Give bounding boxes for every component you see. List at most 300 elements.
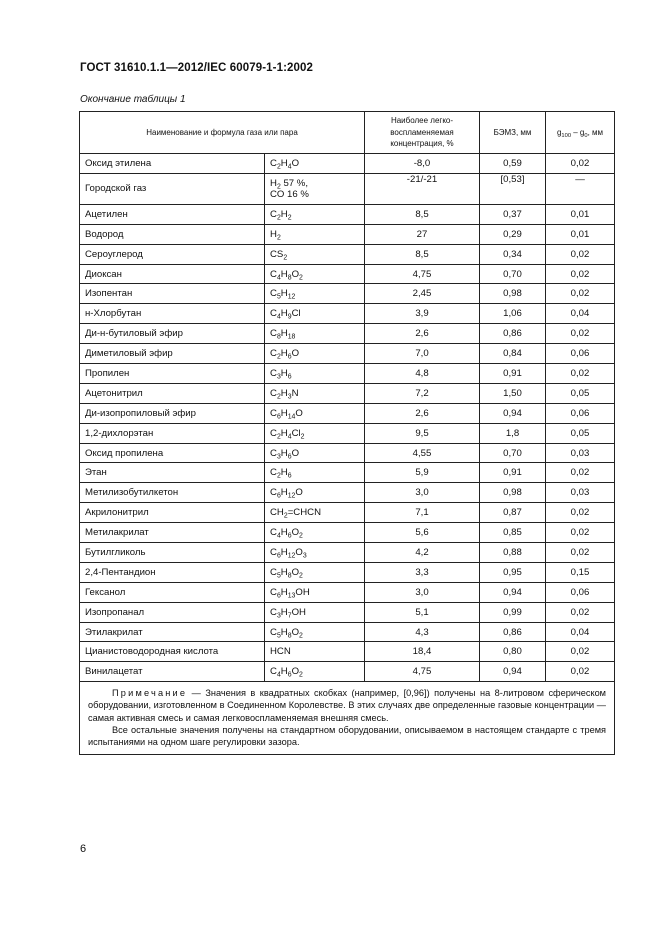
header-concentration-line3: концентрация, % bbox=[390, 139, 454, 149]
gas-formula-cell bbox=[265, 602, 365, 622]
gas-name-cell: Акрилонитрил bbox=[80, 503, 265, 523]
bemz-cell: 0,94 bbox=[480, 662, 546, 682]
formula-subscript: 8 bbox=[287, 631, 292, 639]
formula-part: C bbox=[270, 348, 277, 360]
gas-formula-cell bbox=[265, 244, 365, 264]
formula-subscript: 6 bbox=[287, 452, 292, 460]
gas-name-cell: Городской газ bbox=[80, 173, 265, 204]
formula-part: CH bbox=[270, 507, 284, 519]
header-g-diff-part: , мм bbox=[587, 127, 604, 137]
formula-subscript: 6 bbox=[276, 552, 281, 560]
bemz-cell: 0,88 bbox=[480, 543, 546, 563]
note-row bbox=[80, 682, 615, 755]
formula-part: O bbox=[291, 527, 300, 539]
g-diff-cell: 0,02 bbox=[546, 543, 615, 563]
gas-formula-cell bbox=[265, 423, 365, 443]
concentration-cell: -8,0 bbox=[365, 154, 480, 174]
header-g-diff bbox=[546, 112, 615, 154]
table-row bbox=[80, 642, 615, 662]
gas-name-cell: Оксид этилена bbox=[80, 154, 265, 174]
formula-part: H bbox=[280, 527, 288, 539]
g-diff-cell: 0,05 bbox=[546, 383, 615, 403]
bemz-cell: 0,98 bbox=[480, 483, 546, 503]
formula-part: O bbox=[291, 348, 300, 360]
gas-name-cell: Изопентан bbox=[80, 284, 265, 304]
formula-part: H bbox=[280, 157, 288, 169]
gas-name-cell: Этан bbox=[80, 463, 265, 483]
formula-part: H bbox=[280, 467, 288, 479]
g-diff-cell: 0,01 bbox=[546, 204, 615, 224]
formula-subscript: 2 bbox=[283, 512, 288, 520]
gas-formula-cell bbox=[265, 364, 365, 384]
bemz-cell: 0,37 bbox=[480, 204, 546, 224]
formula-subscript: 4 bbox=[276, 532, 281, 540]
gas-formula-cell bbox=[265, 403, 365, 423]
formula-subscript: 8 bbox=[276, 333, 281, 341]
formula-part: H bbox=[280, 586, 288, 598]
g-diff-cell: 0,01 bbox=[546, 224, 615, 244]
note-text-1: — Значения в квадратных скобках (например, [0,96]) получены на 8-литровом сферическом оборудовании, изготовленном в Соединенном Королевстве. В этих случаях две определенные газовые концентрации — самая активная смесь и самая легковоспламеняемая внешняя смесь. bbox=[88, 688, 606, 723]
formula-subscript: 2 bbox=[299, 631, 303, 639]
header-name-formula: Наименование и формула газа или пара bbox=[80, 112, 365, 154]
table-row bbox=[80, 503, 615, 523]
gas-name-cell: Сероуглерод bbox=[80, 244, 265, 264]
table-row bbox=[80, 264, 615, 284]
gas-name-cell: Метилакрилат bbox=[80, 523, 265, 543]
bemz-cell: 0,86 bbox=[480, 324, 546, 344]
formula-part: =CHCN bbox=[287, 507, 322, 519]
formula-subscript: 2 bbox=[276, 163, 281, 171]
bemz-cell: 0,87 bbox=[480, 503, 546, 523]
formula-subscript: 6 bbox=[287, 353, 292, 361]
formula-part: H bbox=[270, 177, 277, 189]
formula-part: C bbox=[270, 447, 277, 459]
formula-part: H bbox=[280, 566, 288, 578]
gas-name-cell: Диметиловый эфир bbox=[80, 344, 265, 364]
formula-subscript: 6 bbox=[287, 373, 292, 381]
formula-subscript: 3 bbox=[276, 373, 281, 381]
formula-subscript: 6 bbox=[287, 532, 292, 540]
table-row bbox=[80, 324, 615, 344]
bemz-cell: 0,98 bbox=[480, 284, 546, 304]
formula-part: C bbox=[270, 566, 277, 578]
gas-formula-cell bbox=[265, 503, 365, 523]
formula-part: C bbox=[270, 288, 277, 300]
formula-subscript: 8 bbox=[287, 572, 292, 580]
formula-part: H bbox=[280, 666, 288, 678]
formula-part: O bbox=[291, 566, 300, 578]
g-diff-cell: 0,02 bbox=[546, 244, 615, 264]
g-diff-cell: 0,02 bbox=[546, 662, 615, 682]
formula-subscript: 2 bbox=[276, 353, 281, 361]
concentration-cell: 7,0 bbox=[365, 344, 480, 364]
concentration-cell: 2,45 bbox=[365, 284, 480, 304]
concentration-cell: 4,75 bbox=[365, 264, 480, 284]
bemz-cell: 0,94 bbox=[480, 582, 546, 602]
formula-part: C bbox=[270, 387, 277, 399]
concentration-cell: 8,5 bbox=[365, 244, 480, 264]
bemz-cell: 0,70 bbox=[480, 264, 546, 284]
gas-formula-cell bbox=[265, 264, 365, 284]
g-diff-cell: — bbox=[546, 173, 615, 204]
gas-formula-cell bbox=[265, 463, 365, 483]
bemz-cell: 1,06 bbox=[480, 304, 546, 324]
header-concentration-line2: воспламеняемая bbox=[390, 127, 454, 137]
concentration-cell: 7,1 bbox=[365, 503, 480, 523]
concentration-cell: 9,5 bbox=[365, 423, 480, 443]
g-diff-cell: 0,02 bbox=[546, 463, 615, 483]
bemz-cell: 1,8 bbox=[480, 423, 546, 443]
formula-part: Cl bbox=[291, 308, 301, 320]
formula-part: O bbox=[291, 447, 300, 459]
formula-part: C bbox=[270, 626, 277, 638]
formula-subscript: 4 bbox=[276, 313, 281, 321]
g-diff-cell: 0,03 bbox=[546, 443, 615, 463]
document-header: ГОСТ 31610.1.1—2012/IEC 60079-1-1:2002 bbox=[80, 62, 313, 74]
formula-part: C bbox=[270, 407, 277, 419]
concentration-cell: 8,5 bbox=[365, 204, 480, 224]
formula-subscript: 5 bbox=[276, 293, 281, 301]
formula-part: C bbox=[270, 427, 277, 439]
table-row bbox=[80, 304, 615, 324]
concentration-cell: 27 bbox=[365, 224, 480, 244]
gas-name-cell: Ацетонитрил bbox=[80, 383, 265, 403]
table-row bbox=[80, 154, 615, 174]
formula-subscript: 5 bbox=[276, 572, 281, 580]
table-row bbox=[80, 364, 615, 384]
formula-part: H bbox=[280, 427, 288, 439]
note-paragraph-2: Все остальные значения получены на стандартном оборудовании, описываемом в настоящем стандарте с тремя испытаниями на одном шаге регулировки зазора. bbox=[88, 724, 606, 747]
bemz-cell: 0,29 bbox=[480, 224, 546, 244]
table-row bbox=[80, 244, 615, 264]
header-bemz: БЭМЗ, мм bbox=[480, 112, 546, 154]
bemz-cell: [0,53] bbox=[480, 173, 546, 204]
formula-part: H bbox=[280, 546, 288, 558]
formula-part: C bbox=[270, 367, 277, 379]
formula-subscript: 2 bbox=[299, 273, 303, 281]
concentration-cell: 2,6 bbox=[365, 324, 480, 344]
formula-subscript: 2 bbox=[287, 214, 292, 222]
formula-part: 57 %, bbox=[280, 177, 308, 189]
formula-part: O bbox=[291, 268, 300, 280]
formula-part: C bbox=[270, 157, 277, 169]
concentration-cell: -21/-21 bbox=[365, 173, 480, 204]
formula-subscript: 2 bbox=[299, 532, 303, 540]
bemz-cell: 0,94 bbox=[480, 403, 546, 423]
header-g-diff-sub: 100 bbox=[561, 132, 572, 139]
gas-formula-cell bbox=[265, 543, 365, 563]
formula-part: H bbox=[280, 288, 288, 300]
concentration-cell: 4,3 bbox=[365, 622, 480, 642]
g-diff-cell: 0,02 bbox=[546, 642, 615, 662]
table-row bbox=[80, 602, 615, 622]
formula-subscript: 6 bbox=[287, 671, 292, 679]
formula-part: Cl bbox=[291, 427, 301, 439]
formula-part: OH bbox=[295, 586, 310, 598]
gas-formula-cell bbox=[265, 284, 365, 304]
gas-name-cell: Винилацетат bbox=[80, 662, 265, 682]
formula-part: H bbox=[280, 606, 288, 618]
formula-part: HCN bbox=[270, 646, 291, 658]
formula-subscript: 7 bbox=[287, 612, 292, 620]
formula-part: C bbox=[270, 467, 277, 479]
gas-name-cell: 2,4-Пентандион bbox=[80, 562, 265, 582]
gas-name-cell: Бутилгликоль bbox=[80, 543, 265, 563]
table-row bbox=[80, 403, 615, 423]
gas-formula-cell bbox=[265, 324, 365, 344]
header-concentration bbox=[365, 112, 480, 154]
bemz-cell: 0,99 bbox=[480, 602, 546, 622]
table-body bbox=[80, 154, 615, 682]
gas-formula-cell bbox=[265, 642, 365, 662]
formula-part: C bbox=[270, 208, 277, 220]
formula-subscript: 2 bbox=[276, 183, 281, 191]
formula-part: C bbox=[270, 666, 277, 678]
table-row bbox=[80, 173, 615, 204]
table-caption: Окончание таблицы 1 bbox=[80, 94, 186, 105]
formula-part: C bbox=[270, 606, 277, 618]
bemz-cell: 0,59 bbox=[480, 154, 546, 174]
formula-subscript: 14 bbox=[287, 413, 296, 421]
formula-part: C bbox=[270, 268, 277, 280]
g-diff-cell: 0,15 bbox=[546, 562, 615, 582]
formula-part: C bbox=[270, 308, 277, 320]
concentration-cell: 18,4 bbox=[365, 642, 480, 662]
formula-subscript: 2 bbox=[276, 214, 281, 222]
formula-part: CO 16 % bbox=[270, 188, 309, 200]
bemz-cell: 0,70 bbox=[480, 443, 546, 463]
formula-subscript: 2 bbox=[276, 234, 281, 242]
bemz-cell: 0,86 bbox=[480, 622, 546, 642]
gas-name-cell: Цианистоводородная кислота bbox=[80, 642, 265, 662]
formula-subscript: 4 bbox=[276, 671, 281, 679]
concentration-cell: 5,1 bbox=[365, 602, 480, 622]
table-row bbox=[80, 582, 615, 602]
gas-formula-cell bbox=[265, 443, 365, 463]
g-diff-cell: 0,02 bbox=[546, 364, 615, 384]
formula-part: C bbox=[270, 328, 277, 340]
formula-part: C bbox=[270, 527, 277, 539]
table-row bbox=[80, 443, 615, 463]
formula-part: C bbox=[270, 487, 277, 499]
g-diff-cell: 0,02 bbox=[546, 264, 615, 284]
gas-formula-cell bbox=[265, 383, 365, 403]
table-row bbox=[80, 483, 615, 503]
g-diff-cell: 0,02 bbox=[546, 324, 615, 344]
formula-subscript: 13 bbox=[287, 592, 296, 600]
formula-subscript: 6 bbox=[287, 472, 292, 480]
concentration-cell: 5,6 bbox=[365, 523, 480, 543]
formula-subscript: 6 bbox=[276, 492, 281, 500]
table-header-row bbox=[80, 112, 615, 154]
page-number: 6 bbox=[80, 843, 87, 855]
formula-part: H bbox=[280, 407, 288, 419]
formula-part: OH bbox=[291, 606, 306, 618]
g-diff-cell: 0,06 bbox=[546, 344, 615, 364]
formula-subscript: 3 bbox=[276, 452, 281, 460]
formula-part: O bbox=[291, 666, 300, 678]
concentration-cell: 4,2 bbox=[365, 543, 480, 563]
concentration-cell: 3,0 bbox=[365, 582, 480, 602]
formula-subscript: 12 bbox=[287, 293, 296, 301]
table-note bbox=[80, 682, 615, 755]
formula-part: H bbox=[280, 328, 288, 340]
table-row bbox=[80, 562, 615, 582]
gas-formula-cell bbox=[265, 562, 365, 582]
formula-subscript: 5 bbox=[276, 631, 281, 639]
table-row bbox=[80, 383, 615, 403]
formula-subscript: 12 bbox=[287, 492, 296, 500]
concentration-cell: 4,75 bbox=[365, 662, 480, 682]
g-diff-cell: 0,03 bbox=[546, 483, 615, 503]
table-row bbox=[80, 344, 615, 364]
gas-formula-cell bbox=[265, 622, 365, 642]
formula-subscript: 3 bbox=[276, 612, 281, 620]
formula-part: H bbox=[280, 268, 288, 280]
formula-subscript: 6 bbox=[276, 413, 281, 421]
bemz-cell: 0,84 bbox=[480, 344, 546, 364]
gas-formula-cell bbox=[265, 154, 365, 174]
bemz-cell: 0,91 bbox=[480, 364, 546, 384]
gas-name-cell: Гексанол bbox=[80, 582, 265, 602]
gas-name-cell: 1,2-дихлорэтан bbox=[80, 423, 265, 443]
gas-formula-cell bbox=[265, 523, 365, 543]
formula-part: H bbox=[280, 626, 288, 638]
concentration-cell: 3,3 bbox=[365, 562, 480, 582]
gas-name-cell: н-Хлорбутан bbox=[80, 304, 265, 324]
gas-name-cell: Оксид пропилена bbox=[80, 443, 265, 463]
gas-name-cell: Ацетилен bbox=[80, 204, 265, 224]
gas-formula-cell bbox=[265, 173, 365, 204]
table-row bbox=[80, 523, 615, 543]
gas-name-cell: Метилизобутилкетон bbox=[80, 483, 265, 503]
formula-subscript: 2 bbox=[300, 433, 305, 441]
formula-subscript: 2 bbox=[283, 254, 288, 262]
g-diff-cell: 0,06 bbox=[546, 582, 615, 602]
formula-part: O bbox=[291, 626, 300, 638]
bemz-cell: 0,85 bbox=[480, 523, 546, 543]
formula-part: H bbox=[280, 367, 288, 379]
gas-properties-table bbox=[79, 111, 615, 755]
formula-part: H bbox=[280, 387, 288, 399]
gas-name-cell: Изопропанал bbox=[80, 602, 265, 622]
gas-formula-cell bbox=[265, 582, 365, 602]
table-row bbox=[80, 463, 615, 483]
table-row bbox=[80, 622, 615, 642]
table-row bbox=[80, 204, 615, 224]
concentration-cell: 3,9 bbox=[365, 304, 480, 324]
formula-part: O bbox=[295, 546, 303, 558]
concentration-cell: 2,6 bbox=[365, 403, 480, 423]
formula-part: C bbox=[270, 586, 277, 598]
bemz-cell: 0,80 bbox=[480, 642, 546, 662]
gas-formula-cell bbox=[265, 204, 365, 224]
formula-part: H bbox=[280, 487, 288, 499]
g-diff-cell: 0,02 bbox=[546, 602, 615, 622]
table-row bbox=[80, 284, 615, 304]
header-concentration-line1: Наиболее легко- bbox=[390, 116, 454, 126]
g-diff-cell: 0,02 bbox=[546, 284, 615, 304]
formula-subscript: 4 bbox=[287, 433, 292, 441]
note-label: Примечание bbox=[112, 688, 188, 699]
formula-subscript: 4 bbox=[287, 163, 292, 171]
formula-subscript: 3 bbox=[302, 552, 307, 560]
bemz-cell: 1,50 bbox=[480, 383, 546, 403]
table-row bbox=[80, 662, 615, 682]
formula-subscript: 12 bbox=[287, 552, 296, 560]
g-diff-cell: 0,02 bbox=[546, 503, 615, 523]
formula-subscript: 2 bbox=[276, 433, 281, 441]
gas-name-cell: Этилакрилат bbox=[80, 622, 265, 642]
formula-part: H bbox=[280, 308, 288, 320]
g-diff-cell: 0,04 bbox=[546, 622, 615, 642]
header-g-diff-sub: 0 bbox=[584, 132, 588, 139]
bemz-cell: 0,95 bbox=[480, 562, 546, 582]
formula-subscript: 9 bbox=[287, 313, 292, 321]
formula-subscript: 2 bbox=[276, 472, 281, 480]
formula-part: O bbox=[295, 487, 303, 499]
formula-subscript: 2 bbox=[299, 572, 303, 580]
formula-subscript: 2 bbox=[299, 671, 303, 679]
formula-part: H bbox=[270, 228, 277, 240]
formula-subscript: 2 bbox=[276, 393, 281, 401]
formula-part: H bbox=[280, 208, 288, 220]
table-row bbox=[80, 543, 615, 563]
formula-part: H bbox=[280, 447, 288, 459]
gas-formula-cell bbox=[265, 304, 365, 324]
formula-subscript: 18 bbox=[287, 333, 296, 341]
header-g-diff-part: g bbox=[556, 127, 562, 137]
formula-part: O bbox=[295, 407, 303, 419]
concentration-cell: 5,9 bbox=[365, 463, 480, 483]
bemz-cell: 0,91 bbox=[480, 463, 546, 483]
formula-line bbox=[270, 178, 359, 189]
concentration-cell: 4,8 bbox=[365, 364, 480, 384]
concentration-cell: 3,0 bbox=[365, 483, 480, 503]
table-row bbox=[80, 224, 615, 244]
gas-name-cell: Водород bbox=[80, 224, 265, 244]
gas-name-cell: Ди-изопропиловый эфир bbox=[80, 403, 265, 423]
formula-part: N bbox=[291, 387, 299, 399]
g-diff-cell: 0,02 bbox=[546, 523, 615, 543]
g-diff-cell: 0,02 bbox=[546, 154, 615, 174]
header-g-diff-part: – g bbox=[571, 127, 585, 137]
gas-name-cell: Ди-н-бутиловый эфир bbox=[80, 324, 265, 344]
gas-formula-cell bbox=[265, 662, 365, 682]
formula-subscript: 4 bbox=[276, 273, 281, 281]
formula-part: O bbox=[291, 157, 300, 169]
gas-formula-cell bbox=[265, 224, 365, 244]
formula-subscript: 8 bbox=[287, 273, 292, 281]
formula-part: C bbox=[270, 546, 277, 558]
g-diff-cell: 0,06 bbox=[546, 403, 615, 423]
gas-formula-cell bbox=[265, 344, 365, 364]
table-row bbox=[80, 423, 615, 443]
formula-part: CS bbox=[270, 248, 284, 260]
formula-line bbox=[270, 189, 359, 200]
formula-subscript: 6 bbox=[276, 592, 281, 600]
bemz-cell: 0,34 bbox=[480, 244, 546, 264]
note-paragraph-1 bbox=[88, 687, 606, 723]
concentration-cell: 4,55 bbox=[365, 443, 480, 463]
g-diff-cell: 0,04 bbox=[546, 304, 615, 324]
formula-part: H bbox=[280, 348, 288, 360]
concentration-cell: 7,2 bbox=[365, 383, 480, 403]
gas-name-cell: Диоксан bbox=[80, 264, 265, 284]
gas-name-cell: Пропилен bbox=[80, 364, 265, 384]
g-diff-cell: 0,05 bbox=[546, 423, 615, 443]
gas-formula-cell bbox=[265, 483, 365, 503]
